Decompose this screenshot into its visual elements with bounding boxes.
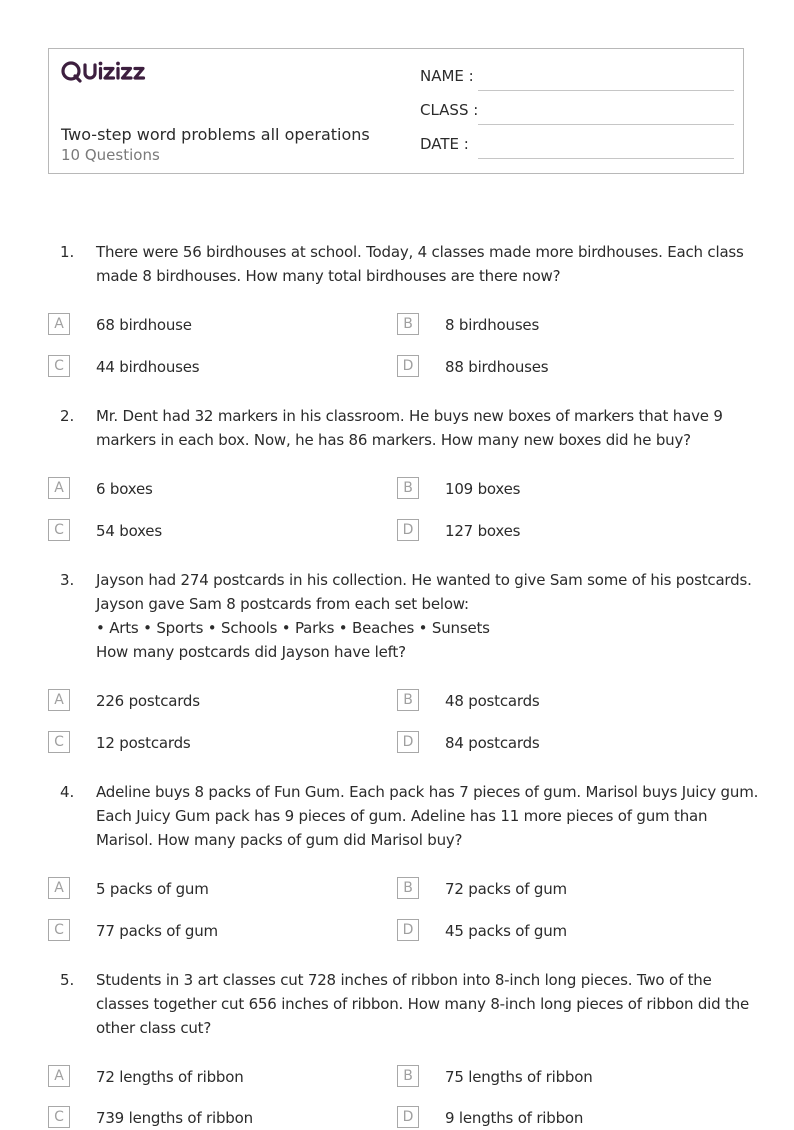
option-text: 44 birdhouses [96, 358, 200, 376]
question-line: Mr. Dent had 32 markers in his classroom. He buys new boxes of markers that have 9 [96, 407, 723, 425]
question-count: 10 Questions [61, 146, 160, 164]
worksheet-header [48, 48, 744, 174]
option-letter-box: B [397, 877, 419, 899]
date-line[interactable] [478, 158, 734, 159]
option-text: 5 packs of gum [96, 880, 209, 898]
question-line: classes together cut 656 inches of ribbon. How many 8-inch long pieces of ribbon did the [96, 995, 750, 1013]
option-letter-box: A [48, 313, 70, 335]
class-label: CLASS : [420, 101, 479, 119]
question-line: Jayson had 274 postcards in his collection. He wanted to give Sam some of his postcards. [96, 571, 752, 589]
option-text: 72 packs of gum [445, 880, 567, 898]
question-line: There were 56 birdhouses at school. Today, 4 classes made more birdhouses. Each class [96, 243, 744, 261]
question-line: made 8 birdhouses. How many total birdhouses are there now? [96, 267, 561, 285]
option-letter-box: B [397, 1065, 419, 1087]
option-text: 9 lengths of ribbon [445, 1109, 584, 1127]
name-label: NAME : [420, 67, 474, 85]
option-letter-box: B [397, 477, 419, 499]
question-number: 4. [60, 783, 75, 801]
option-letter-box: C [48, 519, 70, 541]
question-text [96, 780, 759, 852]
option-letter-box: D [397, 519, 419, 541]
date-field[interactable] [420, 135, 734, 159]
class-line[interactable] [478, 124, 734, 125]
option-text: 75 lengths of ribbon [445, 1068, 593, 1086]
question-number: 5. [60, 971, 75, 989]
option-text: 6 boxes [96, 480, 153, 498]
question-text [96, 568, 751, 664]
option-letter-box: C [48, 355, 70, 377]
option-text: 109 boxes [445, 480, 521, 498]
name-field[interactable] [420, 67, 734, 91]
option-letter-box: A [48, 877, 70, 899]
option-text: 77 packs of gum [96, 922, 218, 940]
option-text: 12 postcards [96, 734, 191, 752]
option-letter-box: C [48, 919, 70, 941]
option-letter-box: D [397, 1106, 419, 1128]
date-label: DATE : [420, 135, 469, 153]
question-line: Students in 3 art classes cut 728 inches of ribbon into 8-inch long pieces. Two of the [96, 971, 712, 989]
question-text [96, 240, 751, 288]
option-text: 72 lengths of ribbon [96, 1068, 244, 1086]
option-letter-box: A [48, 1065, 70, 1087]
question-text [96, 404, 751, 452]
option-text: 84 postcards [445, 734, 540, 752]
worksheet-title: Two-step word problems all operations [61, 125, 370, 144]
option-text: 54 boxes [96, 522, 162, 540]
option-text: 739 lengths of ribbon [96, 1109, 253, 1127]
question-line: Marisol. How many packs of gum did Marisol buy? [96, 831, 463, 849]
name-line[interactable] [478, 90, 734, 91]
question-line: markers in each box. Now, he has 86 markers. How many new boxes did he buy? [96, 431, 691, 449]
option-text: 8 birdhouses [445, 316, 540, 334]
option-letter-box: A [48, 477, 70, 499]
question-number: 2. [60, 407, 75, 425]
quizizz-logo [61, 59, 153, 87]
question-text [96, 968, 751, 1040]
question-line: Adeline buys 8 packs of Fun Gum. Each pack has 7 pieces of gum. Marisol buys Juicy gum. [96, 783, 759, 801]
question-number: 3. [60, 571, 75, 589]
option-text: 48 postcards [445, 692, 540, 710]
option-text: 226 postcards [96, 692, 200, 710]
class-field[interactable] [420, 101, 734, 125]
option-letter-box: B [397, 689, 419, 711]
option-text: 45 packs of gum [445, 922, 567, 940]
question-number: 1. [60, 243, 75, 261]
option-text: 68 birdhouse [96, 316, 192, 334]
option-letter-box: B [397, 313, 419, 335]
option-letter-box: C [48, 1106, 70, 1128]
option-letter-box: D [397, 919, 419, 941]
question-line: • Arts • Sports • Schools • Parks • Beaches • Sunsets [96, 619, 490, 637]
option-letter-box: C [48, 731, 70, 753]
question-line: How many postcards did Jayson have left? [96, 643, 406, 661]
question-line: Jayson gave Sam 8 postcards from each set below: [96, 595, 469, 613]
option-text: 127 boxes [445, 522, 521, 540]
question-line: Each Juicy Gum pack has 9 pieces of gum. Adeline has 11 more pieces of gum than [96, 807, 708, 825]
question-line: other class cut? [96, 1019, 212, 1037]
option-letter-box: A [48, 689, 70, 711]
option-text: 88 birdhouses [445, 358, 549, 376]
option-letter-box: D [397, 731, 419, 753]
option-letter-box: D [397, 355, 419, 377]
